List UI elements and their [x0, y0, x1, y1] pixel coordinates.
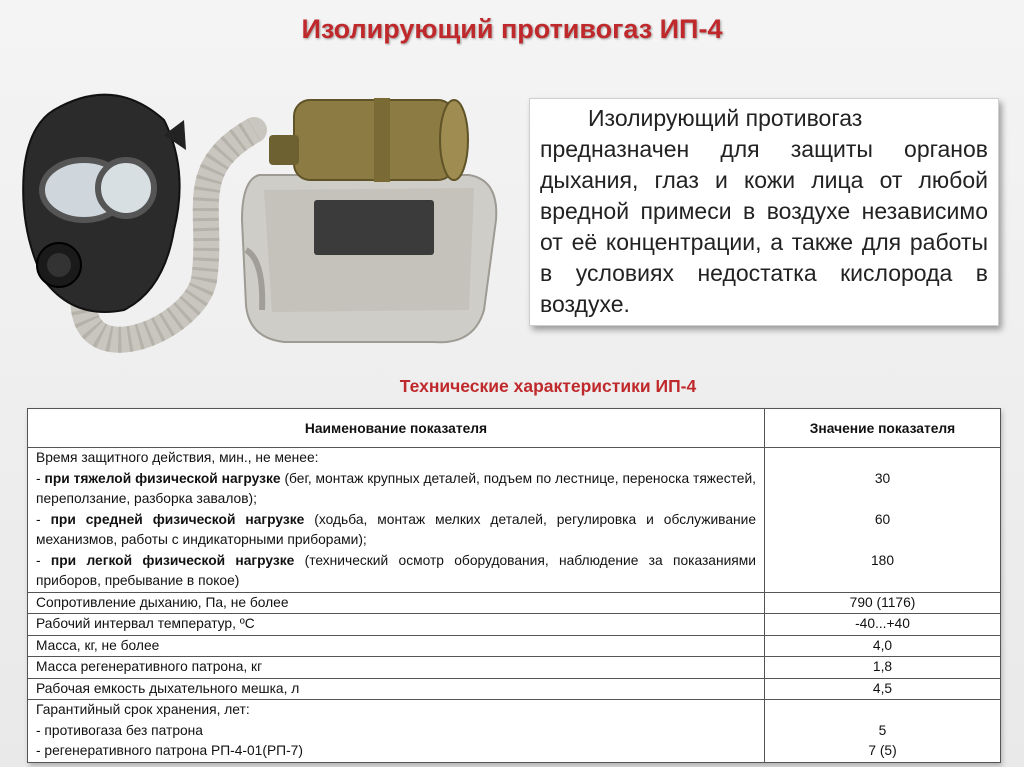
row-value: 1,8	[765, 657, 1001, 679]
storage-item-mask: - противогаза без патрона	[36, 722, 203, 738]
description-body: предназначен для защиты органов дыхания, глаз и кожи лица от любой вредной примеси в воздухе независимо от её концентрации, а также для работы в условиях недостатка кислорода в воздухе.	[540, 136, 988, 317]
storage-cell	[28, 700, 765, 763]
table-row	[28, 678, 1001, 700]
storage-values-cell	[765, 700, 1001, 763]
medium-load-value: 60	[874, 511, 891, 527]
row-value: 790 (1176)	[765, 592, 1001, 614]
row-name: Масса, кг, не более	[28, 635, 765, 657]
row-name: Масса регенеративного патрона, кг	[28, 657, 765, 679]
row-value: 4,0	[765, 635, 1001, 657]
row-name: Сопротивление дыханию, Па, не более	[28, 592, 765, 614]
light-load-value: 180	[870, 552, 895, 568]
storage-value-cartridge: 7 (5)	[868, 743, 897, 758]
description-lead: Изолирующий противогаз	[588, 105, 863, 131]
light-load-desc: (технический осмотр оборудования, наблюдение за показаниями приборов, пребывание в покое)	[36, 552, 756, 588]
table-row	[28, 614, 1001, 636]
row-name: Рабочая емкость дыхательного мешка, л	[28, 678, 765, 700]
gas-mask-photo	[14, 80, 514, 365]
row-value: -40...+40	[765, 614, 1001, 636]
table-row	[28, 657, 1001, 679]
storage-item-cartridge: - регенеративного патрона РП-4-01(РП-7)	[36, 743, 303, 758]
medium-load-label: при средней физической нагрузке	[50, 511, 305, 527]
page-title: Изолирующий противогаз ИП-4	[301, 14, 723, 44]
specs-table	[27, 408, 1001, 763]
heavy-prefix: -	[36, 470, 45, 486]
table-row-storage	[28, 700, 1001, 763]
protection-values-cell	[765, 448, 1001, 593]
column-header-value: Значение показателя	[765, 409, 1001, 448]
row-name: Рабочий интервал температур, ºС	[28, 614, 765, 636]
table-title: Технические характеристики ИП-4	[399, 376, 697, 396]
storage-value-mask: 5	[878, 722, 887, 738]
column-header-name: Наименование показателя	[28, 409, 765, 448]
heavy-load-value: 30	[874, 470, 891, 486]
medium-load-desc: (ходьба, монтаж мелких деталей, регулировка и обслуживание механизмов, работы с индикаторными приборами);	[36, 511, 756, 547]
table-row-protection-time	[28, 448, 1001, 593]
table-row	[28, 635, 1001, 657]
medium-prefix: -	[36, 511, 51, 527]
description-text	[540, 103, 988, 320]
description-box	[529, 98, 999, 326]
storage-intro: Гарантийный срок хранения, лет:	[36, 702, 250, 717]
light-load-label: при легкой физической нагрузке	[50, 552, 295, 568]
row-value: 4,5	[765, 678, 1001, 700]
heavy-load-desc: (бег, монтаж крупных деталей, подъем по лестнице, переноска тяжестей, переползание, разборка завалов);	[36, 470, 756, 506]
protection-intro: Время защитного действия, мин., не менее:	[36, 450, 319, 465]
light-prefix: -	[36, 552, 51, 568]
protection-time-cell	[28, 448, 765, 593]
heavy-load-label: при тяжелой физической нагрузке	[44, 470, 281, 486]
specs-table-wrapper	[27, 408, 1000, 763]
table-row	[28, 592, 1001, 614]
table-header-row	[28, 409, 1001, 448]
